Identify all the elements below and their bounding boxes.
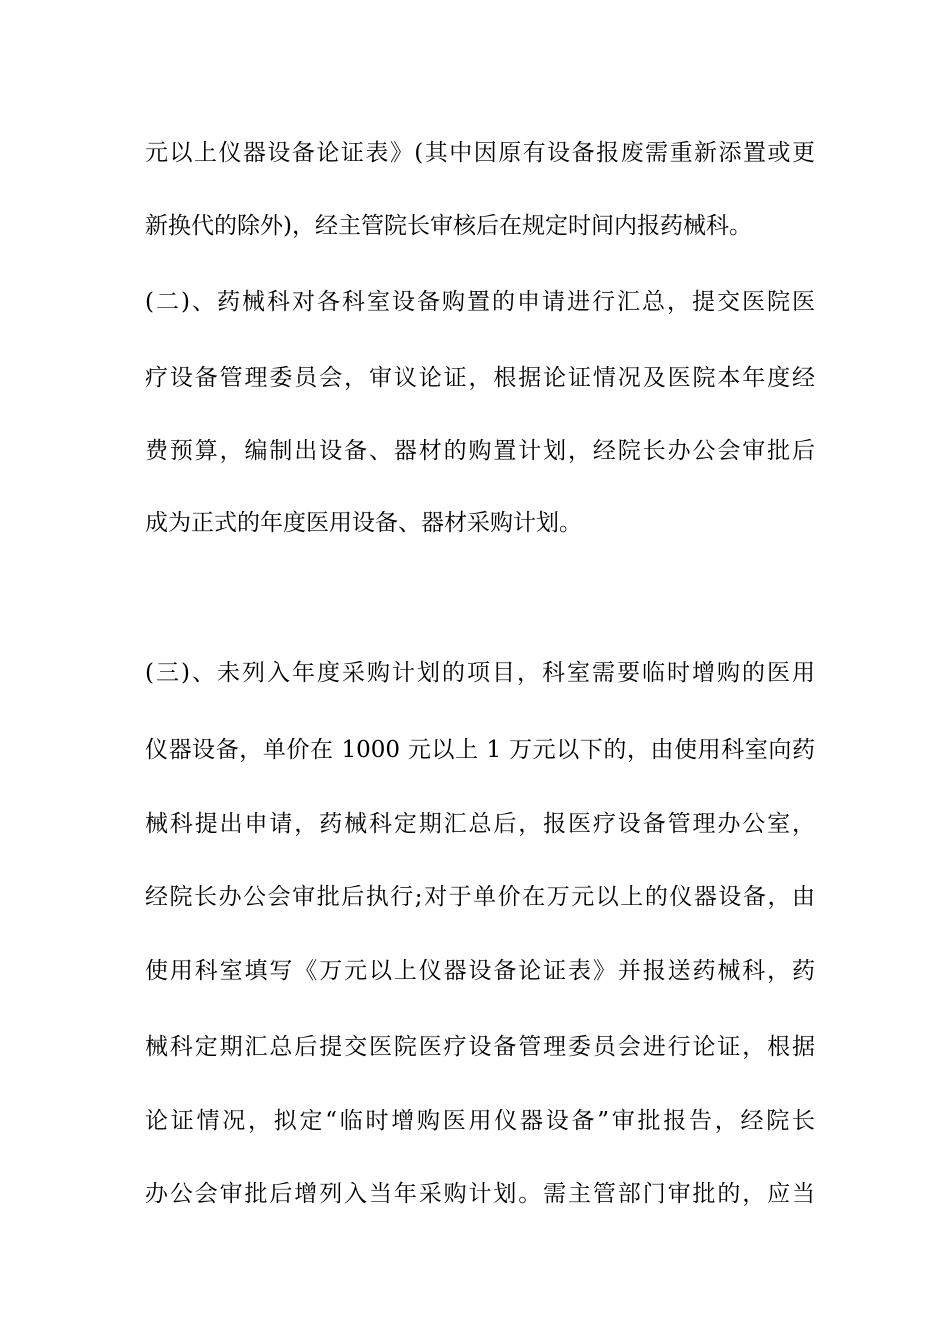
paragraph-2-line-4: 成为正式的年度医用设备、器材采购计划。 — [145, 510, 582, 536]
paragraph-3-line-5: 使用科室填写《万元以上仪器设备论证表》并报送药械科，药 — [145, 958, 815, 984]
paragraph-3-line-6: 械科定期汇总后提交医院医疗设备管理委员会进行论证，根据 — [145, 1034, 815, 1060]
paragraph-2-line-1: (二)、药械科对各科室设备购置的申请进行汇总，提交医院医 — [145, 289, 815, 315]
paragraph-3-line-1: (三)、未列入年度采购计划的项目，科室需要临时增购的医用 — [145, 660, 815, 686]
paragraph-3-line-8: 办公会审批后增列入当年采购计划。需主管部门审批的，应当 — [145, 1181, 815, 1207]
paragraph-3-line-7: 论证情况，拟定“临时增购医用仪器设备”审批报告，经院长 — [145, 1108, 815, 1134]
paragraph-1-line-2: 新换代的除外)，经主管院长审核后在规定时间内报药械科。 — [145, 213, 752, 239]
paragraph-2-line-2: 疗设备管理委员会，审议论证，根据论证情况及医院本年度经 — [145, 365, 815, 391]
paragraph-3-line-4: 经院长办公会审批后执行;对于单价在万元以上的仪器设备，由 — [145, 884, 815, 910]
paragraph-2-line-3: 费预算，编制出设备、器材的购置计划，经院长办公会审批后 — [145, 438, 815, 464]
paragraph-1-line-1: 元以上仪器设备论证表》(其中因原有设备报废需重新添置或更 — [145, 140, 815, 166]
paragraph-3-line-2: 仪器设备，单价在 1000 元以上 1 万元以下的，由使用科室向药 — [145, 737, 815, 763]
paragraph-3-line-3: 械科提出申请，药械科定期汇总后，报医疗设备管理办公室， — [145, 811, 815, 837]
